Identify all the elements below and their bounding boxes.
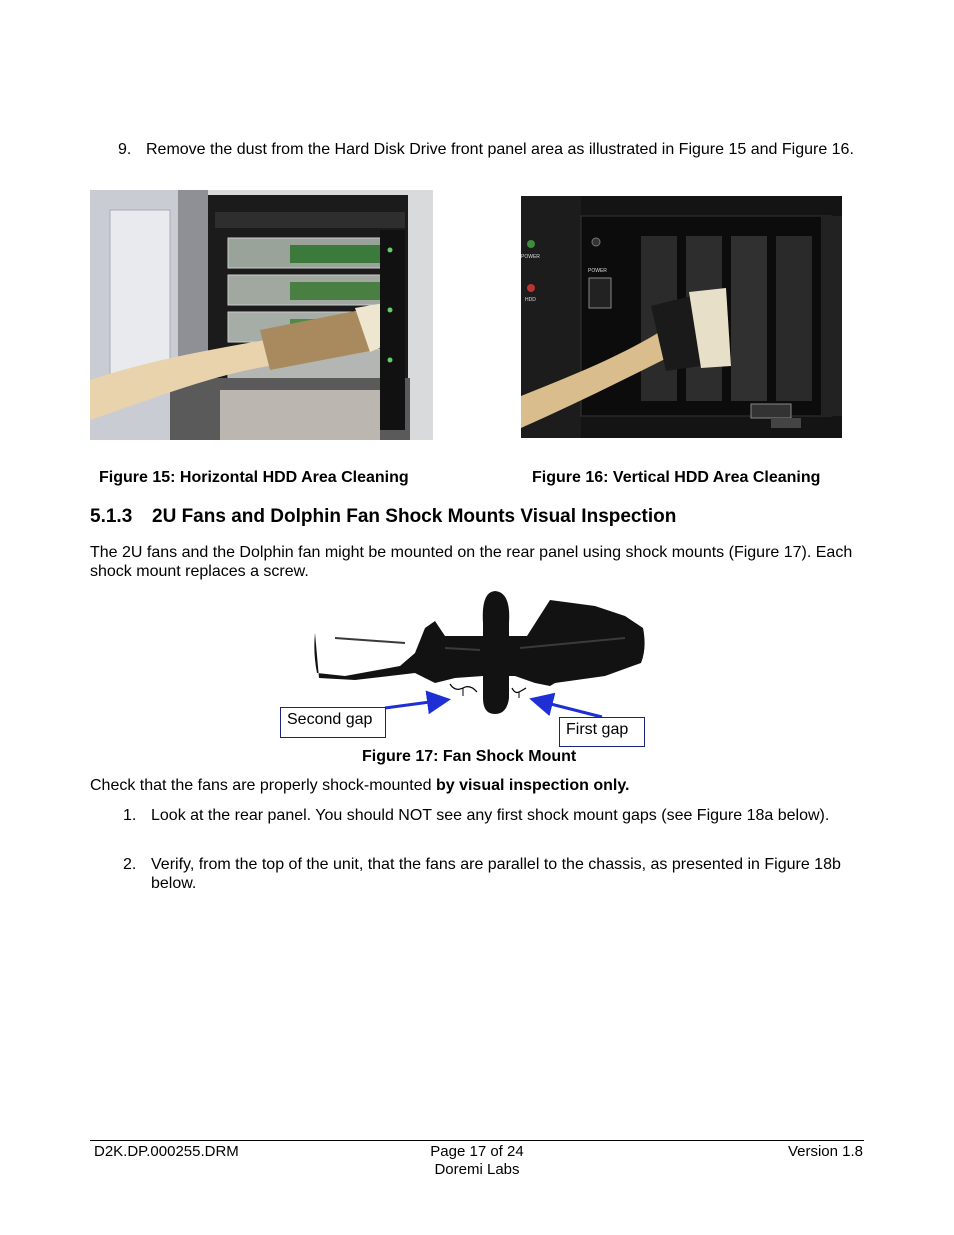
step-number: 9.: [118, 141, 132, 158]
second-gap-arrow: [385, 700, 445, 708]
step-text: Verify, from the top of the unit, that the fans are parallel to the chassis, as presented in Figure 18b below.: [151, 856, 841, 892]
first-gap-callout: First gap: [559, 717, 645, 747]
panel-label-power: POWER: [588, 268, 607, 274]
footer-company: Doremi Labs: [434, 1161, 520, 1178]
figure-15-photo: [90, 190, 433, 440]
section-number: 5.1.3: [90, 506, 133, 527]
panel-label-power-top: POWER: [521, 254, 540, 260]
step-text: Remove the dust from the Hard Disk Drive front panel area as illustrated in Figure 15 and Figure 16.: [146, 141, 854, 158]
section-title: 2U Fans and Dolphin Fan Shock Mounts Visual Inspection: [152, 506, 677, 527]
footer-rule: [90, 1140, 864, 1141]
figure-15-caption: Figure 15: Horizontal HDD Area Cleaning: [99, 469, 409, 486]
footer-page-number: Page 17 of 24: [430, 1143, 524, 1160]
footer-doc-id: D2K.DP.000255.DRM: [94, 1143, 239, 1160]
check-prefix: Check that the fans are properly shock-mounted: [90, 777, 436, 794]
panel-label-hdd: HDD: [525, 297, 536, 303]
check-paragraph: [90, 776, 870, 795]
list-item: [123, 855, 871, 895]
step-text: Look at the rear panel. You should NOT see any first shock mount gaps (see Figure 18a below).: [151, 807, 830, 824]
intro-paragraph: The 2U fans and the Dolphin fan might be mounted on the rear panel using shock mounts (Figure 17). Each shock mount replaces a screw.: [90, 544, 853, 580]
figure-16-photo: [521, 196, 842, 438]
section-heading: [90, 506, 676, 528]
list-item: [123, 806, 871, 846]
figure-15-illustration: [90, 190, 433, 440]
step-number: 2.: [123, 856, 137, 873]
check-bold: by visual inspection only.: [435, 777, 630, 794]
footer-version: Version 1.8: [787, 1143, 863, 1160]
second-gap-callout: Second gap: [280, 707, 386, 738]
step-number: 1.: [123, 807, 137, 824]
first-gap-arrow: [535, 700, 602, 717]
figure-16-illustration: [521, 196, 842, 438]
figure-16-caption: Figure 16: Vertical HDD Area Cleaning: [532, 469, 821, 486]
figure-17-caption: Figure 17: Fan Shock Mount: [362, 748, 577, 765]
